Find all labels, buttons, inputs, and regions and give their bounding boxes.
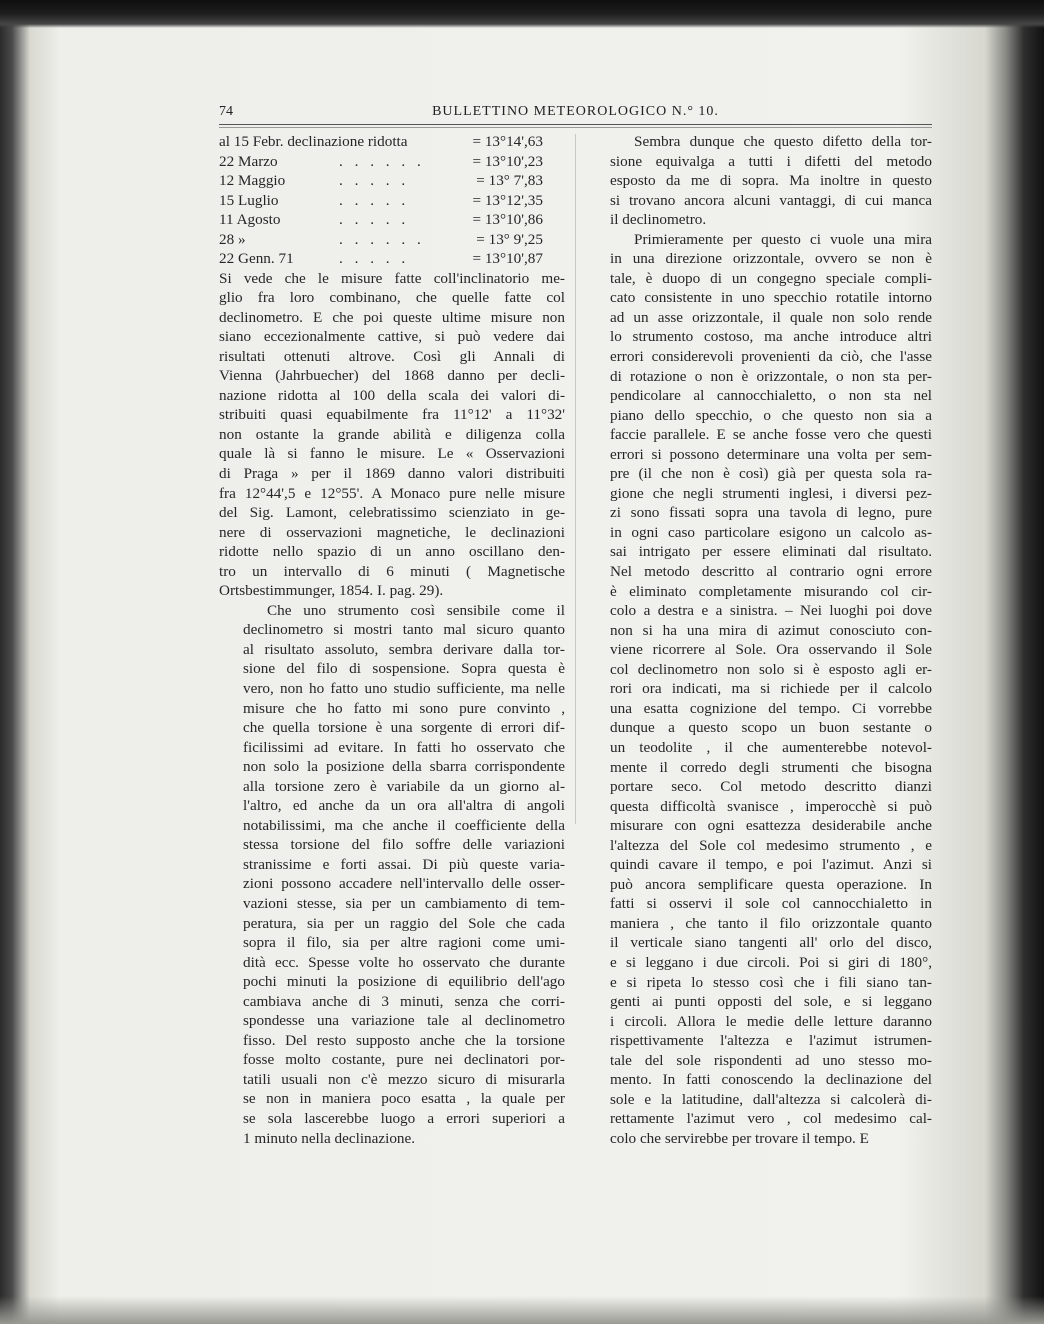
text-line: Sembra dunque che questo difetto della tor- (634, 133, 932, 150)
text-line: al risultato assoluto, sembra derivare dalla tor- (243, 640, 565, 658)
text-line: quindi cavare il tempo, e poi l'azimut. Anzi si (610, 856, 932, 874)
row-leader-dots: . . . . . . (339, 152, 425, 170)
text-line: gione che negli strumenti inglesi, i diversi pez- (610, 484, 932, 502)
text-line: stessa torsione del filo soffre delle variazioni (243, 836, 565, 854)
text-line: il declinometro. (610, 211, 707, 229)
text-line: fatti si osservi il sole col cannocchialetto in (610, 895, 932, 913)
text-line: e si ripeta lo stesso così che i fili siano tan- (610, 973, 932, 991)
row-leader-dots: . . . . . (339, 191, 410, 209)
paragraph (586, 132, 932, 230)
text-line: mente il corredo degli strumenti che bisogna (610, 758, 932, 776)
text-line: maniera , che tanto il filo orizzontale quanto (610, 914, 932, 932)
text-line: sione del filo di sospensione. Sopra questa è (243, 660, 565, 678)
text-line: declinometro. E che poi queste ultime misure non (219, 308, 565, 326)
paragraph (219, 601, 565, 1148)
scan-top-edge (0, 0, 1044, 28)
text-line: sopra il filo, sia per altre ragioni come umi- (243, 934, 565, 952)
text-line: pre (il che non è così) già per questa sola ra- (610, 465, 932, 483)
text-line: Vienna (Jahrbuecher) del 1868 danno per decli- (219, 367, 565, 385)
text-line: vazioni stesse, sia per un cambiamento di tem- (243, 895, 565, 912)
text-line: errori considerevoli provenienti da ciò, che l'asse (610, 348, 932, 366)
row-declination-value: = 13° 9',25 (476, 230, 543, 248)
row-leader-dots: . . . . . . (339, 230, 425, 248)
row-date: 15 Luglio (219, 191, 279, 209)
text-line: fosse molto costante, pure nei declinatori por- (243, 1051, 565, 1069)
text-line: stranissime e forti assai. Di più queste varia- (243, 855, 565, 873)
running-header (219, 104, 932, 126)
row-declination-value: = 13° 7',83 (476, 172, 543, 189)
text-line: lo strumento costoso, ma anche introduce altri (610, 328, 932, 346)
text-line: tatili usuali non c'è mezzo sicuro di misurarla (243, 1070, 565, 1088)
text-line: fra 12°44',5 e 12°55'. A Monaco pure nelle misure (219, 484, 565, 502)
text-line: Che uno strumento così sensibile come il (267, 601, 565, 619)
text-line: sione equivalga a tutti i difetti del metodo (610, 152, 932, 170)
text-line: questa difficoltà svanisce , imperocchè si può (610, 797, 932, 815)
row-leader-dots: . . . . . (339, 172, 410, 189)
text-line: declinometro si mostri tanto mal sicuro quanto (243, 621, 565, 639)
text-line: tale, è duopo di un congegno speciale compli- (610, 269, 932, 287)
running-title: BULLETTINO METEOROLOGICO N.° 10. (432, 104, 719, 119)
text-line: quale là si fanno le misure. Le « Osservazioni (219, 445, 565, 463)
text-line: genti ai punti opposti del sole, e si leggano (610, 993, 932, 1011)
row-declination-value: = 13°10',87 (472, 250, 543, 267)
text-line: che quella torsione è una sorgente di errori dif- (243, 719, 565, 737)
text-line: colo che servirebbe per trovare il tempo. E (610, 1129, 869, 1147)
row-date: al 15 Febr. declinazione ridotta (219, 133, 408, 150)
table-row (219, 191, 565, 211)
text-line: tro un intervallo di 6 minuti ( Magnetische (219, 562, 565, 580)
text-line: nazione ridotta al 100 della scala dei valori di- (219, 386, 565, 404)
text-line: rori ora indicati, ma si richiede per il calcolo (610, 680, 932, 698)
text-line: sole e la latitudine, dall'altezza si calcolerà di- (610, 1090, 932, 1108)
left-column-text (219, 269, 565, 1149)
text-line: col declinometro non solo si è esposto agli er- (610, 660, 932, 678)
text-line: spondesse una variazione tale al declinometro (243, 1012, 565, 1030)
text-line: e si leggano i due circoli. Poi si giri di 180°, (610, 953, 932, 971)
text-line: ridotte nello spazio di un anno oscillano den- (219, 543, 565, 561)
text-line: rispettivamente l'altezza e l'azimut istrumen- (610, 1032, 932, 1050)
row-date: 22 Marzo (219, 152, 278, 170)
text-line: notabilissimi, ma che anche il coefficiente della (243, 816, 565, 834)
text-line: 1 minuto nella declinazione. (243, 1129, 416, 1147)
text-line: cambiava anche di 3 minuti, senza che corri- (243, 992, 565, 1010)
text-line: mento. In fatti conoscendo la declinazione del (610, 1071, 932, 1089)
text-line: in una direzione orizzontale, ovvero se non è (610, 250, 932, 268)
text-line: se sola lascerebbe luogo a errori superiori a (243, 1110, 565, 1128)
text-line: Ortsbestimmunger, 1854. I. pag. 29). (219, 582, 444, 600)
text-line: Si vede che le misure fatte coll'inclinatorio me- (219, 269, 565, 287)
text-line: non ostante la grande abilità e diligenza colla (219, 425, 565, 443)
text-line: si trovano ancora alcuni vantaggi, di cui manca (610, 191, 932, 209)
text-line: una esatta cognizione del tempo. Ci vorrebbe (610, 699, 932, 717)
row-declination-value: = 13°10',23 (472, 152, 543, 170)
text-line: è eliminato completamente misurando col cir- (610, 582, 932, 600)
text-line: viene ricorrere al Sole. Ora osservando il Sole (610, 641, 932, 659)
text-line: misurare con ogni esattezza desiderabile anche (610, 817, 932, 835)
text-line: i circoli. Allora le medie delle letture daranno (610, 1012, 932, 1030)
text-line: misure che ho fatto mi sono pure convinto , (243, 699, 565, 717)
text-line: in ogni caso particolare esigono un calcolo as- (610, 523, 932, 541)
text-line: pochi minuti la posizione di equilibrio dell'ago (243, 973, 565, 991)
page-number: 74 (219, 104, 233, 119)
declination-table (219, 132, 565, 269)
text-line: cato consistente in uno specchio rotatile intorno (610, 289, 932, 307)
text-line: dità ecc. Spesse volte ho osservato che durante (243, 953, 565, 971)
table-row (219, 132, 565, 152)
right-column-text (586, 132, 932, 1148)
text-line: errori si possono determinare una volta per sem- (610, 445, 932, 463)
table-row (219, 249, 565, 269)
text-line: non solo la posizione della sbarra corrispondente (243, 758, 565, 776)
text-line: l'altezza del Sole col medesimo strumento , e (610, 836, 932, 854)
text-line: pendicolare al cannocchialetto, o non sta nel (610, 387, 932, 405)
right-column (586, 132, 932, 1148)
table-row (219, 230, 565, 250)
text-line: ad un asse orizzontale, il quale non solo rende (610, 308, 932, 326)
header-rule-thin (219, 127, 932, 128)
paragraph (219, 269, 565, 601)
text-line: il verticale siano tangenti all' orlo del disco, (610, 934, 932, 952)
text-line: del Sig. Lamont, celebratissimo scienziato in ge- (219, 504, 565, 522)
table-row (219, 210, 565, 230)
text-line: zi sono fissati sopra una tavola di legno, pure (610, 504, 932, 522)
row-date: 28 » (219, 230, 246, 248)
table-row (219, 152, 565, 172)
text-line: di rotazione o non è orizzontale, o non sta per- (610, 367, 932, 385)
text-line: zioni possono accadere nell'intervallo delle osser- (243, 875, 565, 893)
text-line: di Praga » per il 1869 danno valori distribuiti (219, 464, 565, 482)
header-rule (219, 124, 932, 125)
text-line: siano eccezionalmente cattive, si può vedere dai (219, 328, 565, 346)
text-line: ficilissimi ad evitare. In fatti ho osservato che (243, 738, 565, 756)
table-row (219, 171, 565, 191)
text-line: l'altro, ed anche da un ora all'altra di angoli (243, 797, 565, 815)
text-line: può ancora semplificare questa operazione. In (610, 875, 932, 893)
text-line: rettamente l'azimut vero , col medesimo cal- (610, 1110, 932, 1128)
text-line: tale del sole rispondenti ad uno stesso mo- (610, 1051, 932, 1069)
text-line: glio fra loro combinano, che quelle fatte col (219, 289, 565, 307)
text-line: alla torsione zero è variabile da un giorno al- (243, 777, 565, 795)
column-divider (575, 134, 576, 824)
text-line: se non in maniera poco esatta , la quale per (243, 1090, 565, 1108)
scan-bottom-edge (0, 1296, 1044, 1324)
row-date: 22 Genn. 71 (219, 250, 294, 267)
text-line: faccie parallele. E se anche fosse vero che questi (610, 426, 932, 444)
row-declination-value: = 13°12',35 (472, 191, 543, 209)
text-line: stribuiti quasi equabilmente fra 11°12' a 11°32' (219, 406, 565, 424)
paragraph (586, 230, 932, 1149)
text-line: un teodolite , il che aumenterebbe notevol- (610, 738, 932, 756)
text-line: sai intrigato per essere eliminati dal risultato. (610, 543, 932, 561)
text-line: Primieramente per questo ci vuole una mira (634, 230, 932, 248)
text-line: fisso. Del resto supposto anche che la torsione (243, 1031, 565, 1049)
row-date: 12 Maggio (219, 172, 286, 189)
text-line: portare seco. Col metodo descritto dianzi (610, 778, 932, 796)
text-line: peratura, sia per un raggio del Sole che cada (243, 914, 565, 932)
text-line: nere di osservazioni magnetiche, le declinazioni (219, 523, 565, 541)
text-line: piano dello specchio, o che questo non sia a (610, 406, 932, 424)
text-line: dunque a questo scopo un buon sestante o (610, 719, 932, 737)
row-leader-dots: . . . . . (339, 250, 410, 267)
row-leader-dots: . . . . . (339, 211, 410, 228)
row-declination-value: = 13°10',86 (472, 211, 543, 228)
row-declination-value: = 13°14',63 (472, 133, 543, 150)
row-date: 11 Agosto (219, 211, 281, 228)
text-line: vero, non ho fatto uno studio sufficiente, ma nelle (243, 679, 565, 697)
text-line: Nel metodo descritto al contrario ogni errore (610, 563, 932, 581)
text-line: risultati ottenuti altrove. Così gli Annali di (219, 347, 565, 365)
text-line: esposto da me di sopra. Ma inoltre in questo (610, 172, 932, 190)
left-column (219, 132, 565, 1148)
text-line: non si ha una mira di azimut conosciuto con- (610, 621, 932, 639)
text-line: colo a destra e a sinistra. – Nei luoghi poi dove (610, 602, 932, 620)
